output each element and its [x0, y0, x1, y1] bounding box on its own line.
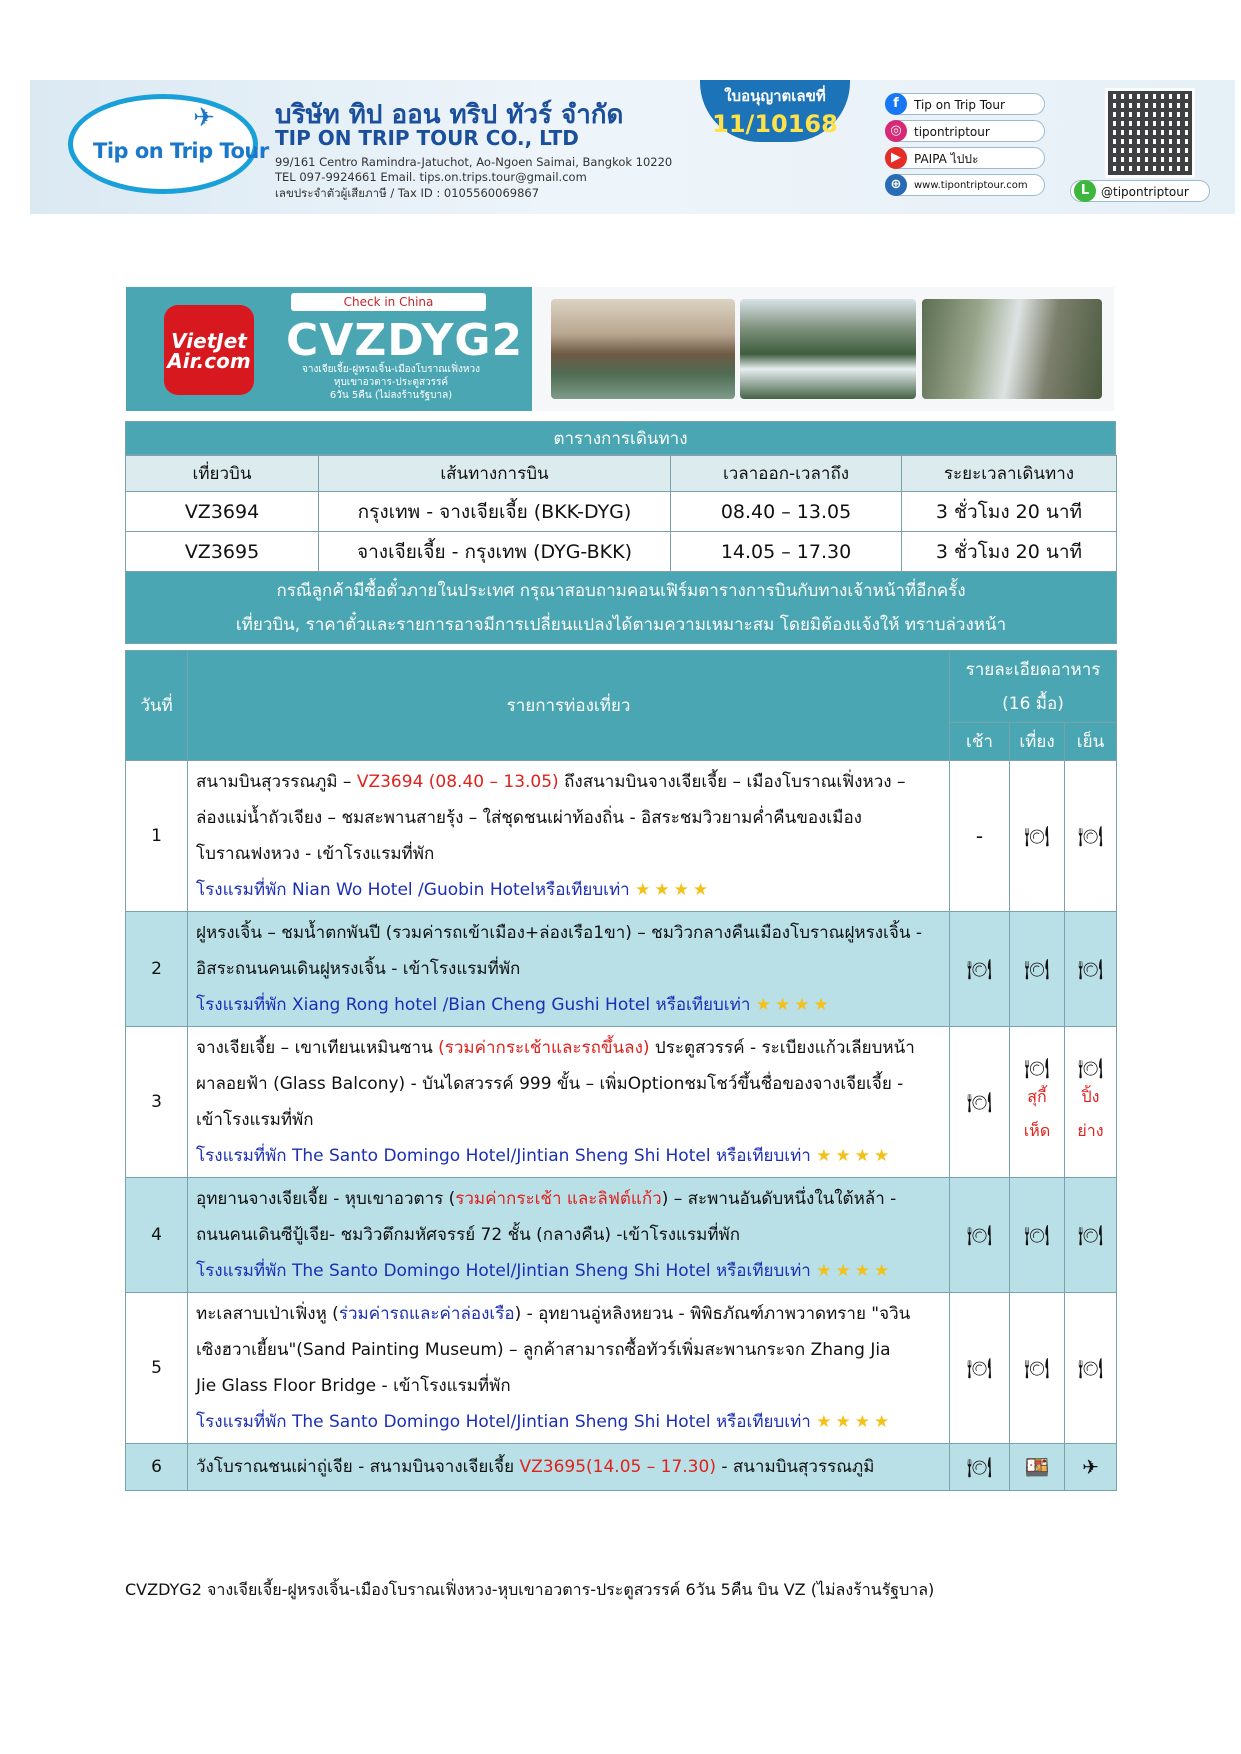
hotel-info: โรงแรมที่พัก The Santo Domingo Hotel/Jintian Sheng Shi Hotel หรือเทียบเท่า: [196, 1146, 811, 1166]
meal-lunch: 🍽 สุกี้ เห็ด: [1010, 1027, 1065, 1178]
instagram-link[interactable]: ◎ tipontriptour: [885, 120, 1045, 142]
day-number: 2: [126, 912, 188, 1027]
day-program: สนามบินสุวรรณภูมิ – VZ3694 (08.40 – 13.05) ถึงสนามบินจางเจียเจี้ย – เมืองโบราณเฟิ่งหวง – ล่องแม่น้ำถัวเจียง – ชมสะพานสายรุ้ง – ใส่ชุดชนเผ่าท้องถิ่น - อิสระชมวิวยามค่ำคืนของเมือง โบราณฟงหวง - เข้าโรงแรมที่พัก โรงแรมที่พัก Nian Wo Hotel /Guobin Hotelหรือเทียบเท่า ★★★★: [188, 761, 950, 912]
plane-icon: ✈: [193, 103, 215, 133]
daily-itinerary-table: [125, 650, 1117, 1491]
schedule-header-time: เวลาออก-เวลาถึง: [671, 456, 902, 492]
meal-breakfast: 🍽: [950, 1444, 1010, 1491]
meal-breakfast: 🍽: [950, 1027, 1010, 1178]
day-program: อุทยานจางเจียเจี้ย - หุบเขาอวตาร (รวมค่ากระเช้า และลิฟต์แก้ว) – สะพานอันดับหนึ่งในใต้หล้า - ถนนคนเดินซีปู้เจีย- ชมวิวตึกมหัศจรรย์ 72 ชั้น (กลางคืน) -เข้าโรงแรมที่พัก โรงแรมที่พัก The Santo Domingo Hotel/Jintian Sheng Shi Hotel หรือเทียบเท่า ★★★★: [188, 1178, 950, 1293]
photo-heaven-gate: [922, 299, 1102, 399]
dinner-note: ปิ้ง: [1081, 1087, 1100, 1106]
website-link[interactable]: ⊕ www.tipontriptour.com: [885, 174, 1045, 196]
facebook-link[interactable]: f Tip on Trip Tour: [885, 93, 1045, 115]
tour-header: [126, 287, 1114, 411]
license-label: ใบอนุญาตเลขที่: [724, 87, 826, 105]
meal-col-breakfast: เช้า: [950, 723, 1010, 761]
day-program: ทะเลสาบเป่าเฟิ่งหู (ร่วมค่ารถและค่าล่องเรือ) - อุทยานอู่หลิงหยวน - พิพิธภัณฑ์ภาพวาดทราย "จวิน เซิงฮวาเยี้ยน"(Sand Painting Museum) – ลูกค้าสามารถซื้อทัวร์เพิ่มสะพานกระจก Zhang Jia Jie Glass Floor Bridge - เข้าโรงแรมที่พัก โรงแรมที่พัก The Santo Domingo Hotel/Jintian Sheng Shi Hotel หรือเทียบเท่า ★★★★: [188, 1293, 950, 1444]
photo-fenghuang: [551, 299, 735, 399]
star-rating: ★★★★: [816, 1412, 894, 1432]
license-badge: [700, 80, 850, 142]
schedule-title-bar: ตารางการเดินทาง: [125, 421, 1116, 455]
schedule-note-1: กรณีลูกค้ามีซื้อตั๋วภายในประเทศ กรุณาสอบถามคอนเฟิร์มตารางการบินกับทางเจ้าหน้าที่อีกครั้ง: [276, 580, 966, 601]
airplane-icon: ✈: [1065, 1444, 1117, 1491]
meal-lunch: 🍽: [1010, 912, 1065, 1027]
hotel-info: โรงแรมที่พัก Xiang Rong hotel /Bian Cheng Gushi Hotel หรือเทียบเท่า: [196, 995, 751, 1015]
flight-route: จางเจียเจี้ย - กรุงเทพ (DYG-BKK): [319, 532, 671, 572]
flight-time: 14.05 – 17.30: [671, 532, 902, 572]
day-header: วันที่: [126, 651, 188, 761]
schedule-header-route: เส้นทางการบิน: [319, 456, 671, 492]
meal-dinner: 🍽: [1065, 1293, 1117, 1444]
day-program: ฝูหรงเจิ้น – ชมน้ำตกพันปี (รวมค่ารถเข้าเมือง+ล่องเรือ1ขา) – ชมวิวกลางคืนเมืองโบราณฝูหรงเจิ้น - อิสระถนนคนเดินฝูหรงเจิ้น - เข้าโรงแรมที่พัก โรงแรมที่พัก Xiang Rong hotel /Bian Cheng Gushi Hotel หรือเทียบเท่า ★★★★: [188, 912, 950, 1027]
hotel-info: โรงแรมที่พัก Nian Wo Hotel /Guobin Hotelหรือเทียบเท่า: [196, 880, 630, 900]
flight-route: กรุงเทพ - จางเจียเจี้ย (BKK-DYG): [319, 492, 671, 532]
hotel-info: โรงแรมที่พัก The Santo Domingo Hotel/Jintian Sheng Shi Hotel หรือเทียบเท่า: [196, 1412, 811, 1432]
star-rating: ★★★★: [755, 995, 833, 1015]
meal-dinner: 🍽: [1065, 912, 1117, 1027]
tour-subtitle-1: จางเจียเจี้ย-ฝูหรงเจิ้น-เมืองโบราณเฟิ่งหวง: [301, 364, 481, 375]
company-logo: [68, 94, 269, 194]
company-name-th: บริษัท ทิป ออน ทริป ทัวร์ จำกัด: [275, 100, 624, 130]
meal-lunch: 🍽: [1010, 1293, 1065, 1444]
program-header: รายการท่องเที่ยว: [188, 651, 950, 761]
logo-text: Tip on Trip Tour: [93, 139, 269, 163]
check-in-label: Check in China: [291, 293, 486, 311]
day-number: 1: [126, 761, 188, 912]
meal-lunch: 🍽: [1010, 1178, 1065, 1293]
page-footer: CVZDYG2 จางเจียเจี้ย-ฝูหรงเจิ้น-เมืองโบราณเฟิ่งหวง-หุบเขาอวตาร-ประตูสวรรค์ 6วัน 5คืน บิน VZ (ไม่ลงร้านรัฐบาล): [125, 1580, 935, 1599]
meal-dinner: 🍽 ปิ้ง ย่าง: [1065, 1027, 1117, 1178]
flight-number: VZ3694: [126, 492, 319, 532]
meal-header: รายละเอียดอาหาร (16 มื้อ): [950, 651, 1117, 723]
instagram-icon: ◎: [885, 120, 907, 142]
line-link[interactable]: L @tipontriptour: [1070, 180, 1210, 202]
tour-code: CVZDYG2: [286, 315, 524, 366]
flight-duration: 3 ชั่วโมง 20 นาที: [902, 492, 1117, 532]
tour-subtitle-3: 6วัน 5คืน (ไม่ลงร้านรัฐบาล): [329, 390, 453, 401]
day-number: 5: [126, 1293, 188, 1444]
meal-col-dinner: เย็น: [1065, 723, 1117, 761]
day-program: จางเจียเจี้ย – เขาเทียนเหมินซาน (รวมค่ากระเช้าและรถขึ้นลง) ประตูสวรรค์ - ระเบียงแก้วเลียบหน้า ผาลอยฟ้า (Glass Balcony) - บันไดสวรรค์ 999 ขั้น – เพิ่มOptionชมโชว์ขึ้นชื่อของจางเจียเจี้ย - เข้าโรงแรมที่พัก โรงแรมที่พัก The Santo Domingo Hotel/Jintian Sheng Shi Hotel หรือเทียบเท่า ★★★★: [188, 1027, 950, 1178]
company-contact: TEL 097-9924661 Email. tips.on.trips.tour@gmail.com: [275, 170, 587, 184]
company-tax-id: เลขประจำตัวผู้เสียภาษี / Tax ID : 0105560069867: [275, 186, 540, 200]
company-banner: [30, 80, 1235, 214]
meal-breakfast: 🍽: [950, 1178, 1010, 1293]
schedule-note: [126, 572, 1117, 644]
hotel-info: โรงแรมที่พัก The Santo Domingo Hotel/Jintian Sheng Shi Hotel หรือเทียบเท่า: [196, 1261, 811, 1281]
bento-icon: 🍱: [1010, 1444, 1065, 1491]
license-number: 11/10168: [712, 110, 838, 138]
schedule-note-2: เที่ยวบิน, ราคาตั๋วและรายการอาจมีการเปลี่ยนแปลงได้ตามความเหมาะสม โดยมิต้องแจ้งให้ ทราบล่วงหน้า: [235, 614, 1007, 635]
meal-breakfast: -: [950, 761, 1010, 912]
facebook-icon: f: [885, 93, 907, 115]
tour-header-left: [126, 287, 532, 411]
meal-dinner: 🍽: [1065, 761, 1117, 912]
web-icon: ⊕: [885, 174, 907, 196]
flight-schedule-table: [125, 455, 1117, 644]
meal-col-lunch: เที่ยง: [1010, 723, 1065, 761]
qr-code: [1105, 88, 1195, 178]
day-number: 4: [126, 1178, 188, 1293]
schedule-header-duration: ระยะเวลาเดินทาง: [902, 456, 1117, 492]
tour-subtitle-2: หุบเขาอวตาร-ประตูสวรรค์: [333, 377, 449, 388]
day-program: วังโบราณชนเผ่าถู่เจีย - สนามบินจางเจียเจี้ย VZ3695(14.05 – 17.30) - สนามบินสุวรรณภูมิ: [188, 1444, 950, 1491]
lunch-note: สุกี้: [1027, 1087, 1047, 1106]
photo-waterfall-town: [740, 299, 916, 399]
company-name-en: TIP ON TRIP TOUR CO., LTD: [275, 126, 579, 150]
star-rating: ★★★★: [816, 1261, 894, 1281]
day-number: 3: [126, 1027, 188, 1178]
meal-count: (16 มื้อ): [1002, 693, 1064, 714]
meal-breakfast: 🍽: [950, 1293, 1010, 1444]
meal-dinner: 🍽: [1065, 1178, 1117, 1293]
meal-lunch: 🍽: [1010, 761, 1065, 912]
schedule-header-flight: เที่ยวบิน: [126, 456, 319, 492]
company-address: 99/161 Centro Ramindra-Jatuchot, Ao-Ngoen Saimai, Bangkok 10220: [275, 155, 673, 169]
star-rating: ★★★★: [635, 880, 713, 900]
youtube-link[interactable]: ▶ PAIPA ไปปะ: [885, 147, 1045, 169]
day-number: 6: [126, 1444, 188, 1491]
meal-breakfast: 🍽: [950, 912, 1010, 1027]
flight-time: 08.40 – 13.05: [671, 492, 902, 532]
vietjet-logo: VietJet Air.com: [164, 305, 254, 395]
star-rating: ★★★★: [816, 1146, 894, 1166]
line-icon: L: [1074, 180, 1096, 202]
flight-duration: 3 ชั่วโมง 20 นาที: [902, 532, 1117, 572]
youtube-icon: ▶: [885, 147, 907, 169]
flight-number: VZ3695: [126, 532, 319, 572]
